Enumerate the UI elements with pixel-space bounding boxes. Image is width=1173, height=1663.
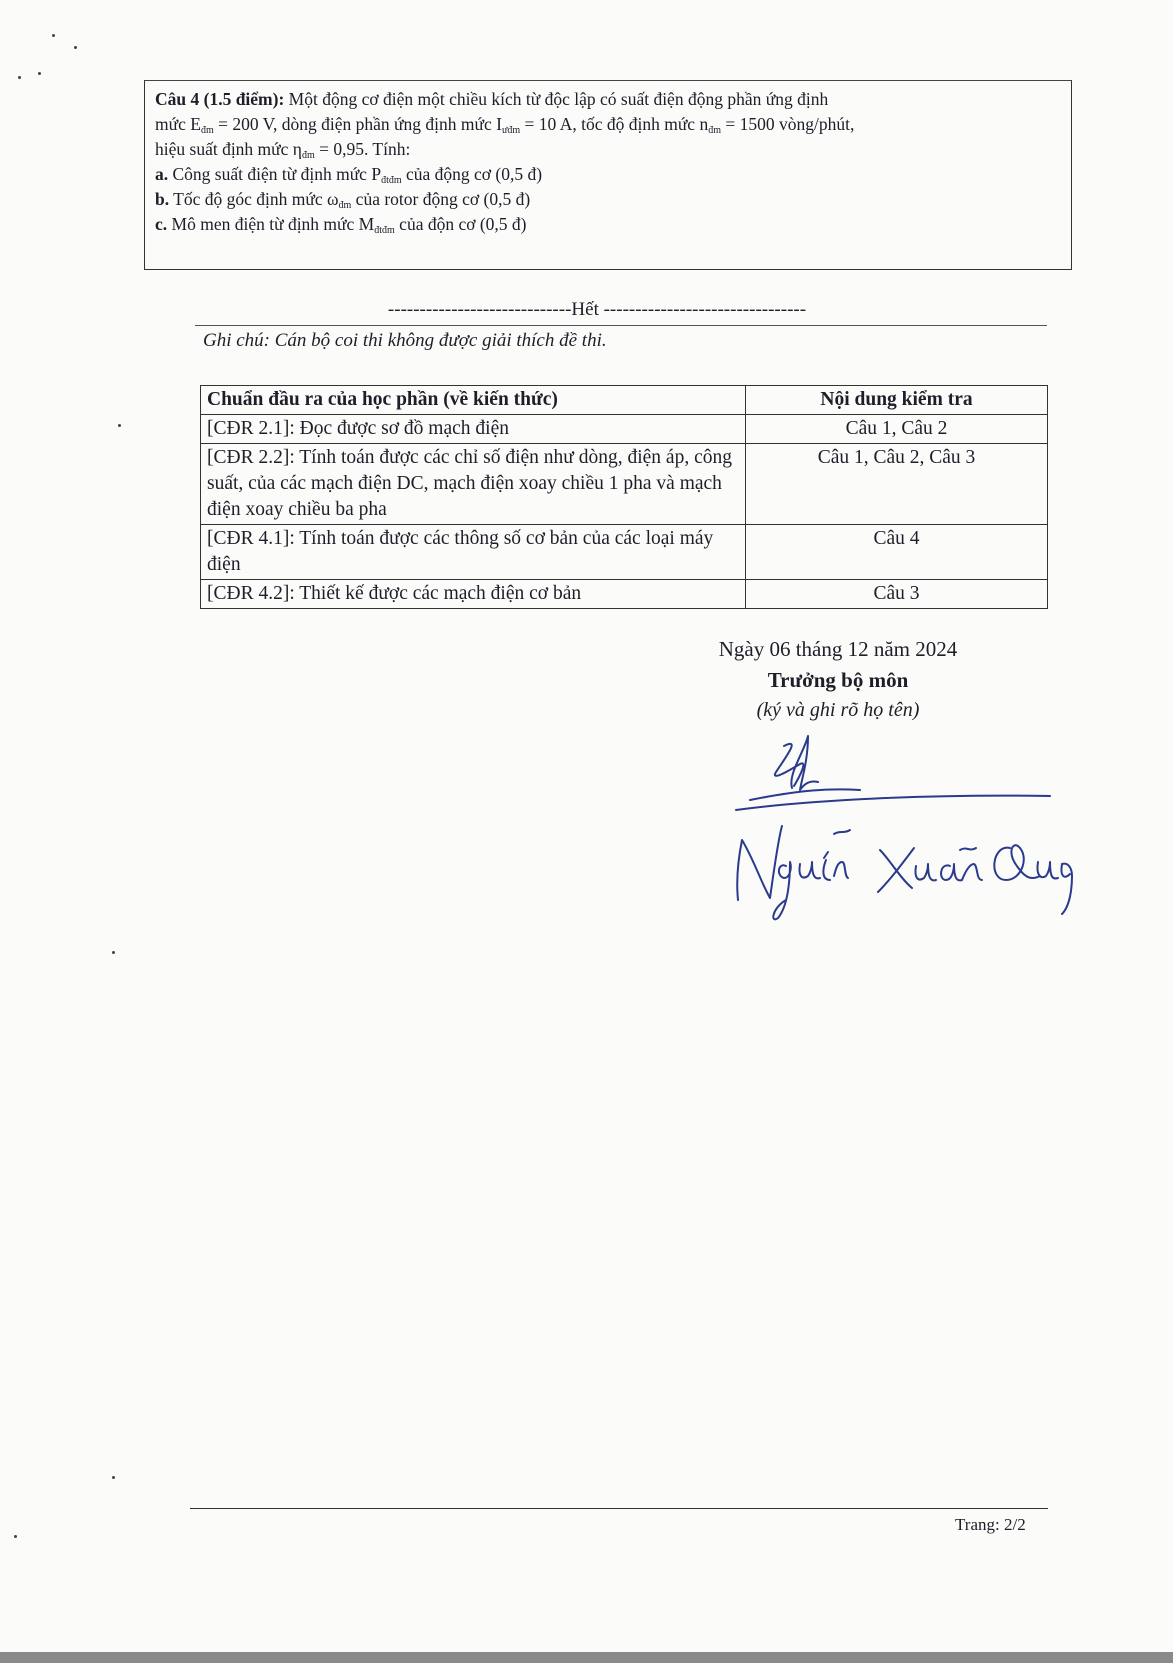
handwritten-signature <box>730 730 1080 930</box>
sub-eta: đm <box>301 150 315 161</box>
item-text: của rotor động cơ (0,5 đ) <box>351 189 531 209</box>
table-cell-content: Câu 3 <box>746 580 1048 609</box>
learning-outcomes-table <box>200 385 1048 609</box>
sub-iudm: ưđm <box>501 125 521 136</box>
table-cell-content: Câu 1, Câu 2 <box>746 415 1048 444</box>
table-cell-outcome: [CĐR 4.1]: Tính toán được các thông số cơ bản của các loại máy điện <box>201 525 746 580</box>
question-4-item-a <box>155 162 1061 187</box>
question-4-intro-2a: mức E <box>155 114 201 134</box>
exam-note: Ghi chú: Cán bộ coi thi không được giải thích đề thi. <box>203 330 607 351</box>
item-sub: đtđm <box>374 225 395 236</box>
end-divider <box>195 325 1047 326</box>
question-4-line-3 <box>155 137 1061 162</box>
question-4-box <box>144 80 1072 270</box>
scan-speck <box>118 424 121 427</box>
scan-speck <box>74 46 77 49</box>
sub-edm: đm <box>200 125 214 136</box>
signature-instruction: (ký và ghi rõ họ tên) <box>756 699 920 721</box>
question-4-intro-2c: = 10 A, tốc độ định mức n <box>520 114 709 134</box>
table-row <box>201 580 1048 609</box>
question-4-intro-1: Một động cơ điện một chiều kích từ độc lập có suất điện động phần ứng định <box>284 89 829 109</box>
question-4-intro-3a: hiệu suất định mức η <box>155 139 302 159</box>
scan-speck <box>18 76 21 79</box>
table-header-row <box>201 386 1048 415</box>
question-4-title: Câu 4 (1.5 điểm): <box>155 89 285 109</box>
scan-speck <box>112 951 115 954</box>
signature-role: Trưởng bộ môn <box>767 668 909 692</box>
scan-speck <box>38 72 41 75</box>
item-text: Công suất điện từ định mức P <box>168 164 382 184</box>
question-4-intro-3b: = 0,95. Tính: <box>314 139 411 159</box>
table-row <box>201 415 1048 444</box>
table-row <box>201 525 1048 580</box>
question-4-intro-2b: = 200 V, dòng điện phần ứng định mức I <box>213 114 502 134</box>
item-letter: a. <box>155 164 169 184</box>
question-4-item-c <box>155 212 1061 237</box>
table-cell-outcome: [CĐR 2.1]: Đọc được sơ đồ mạch điện <box>201 415 746 444</box>
signature-date: Ngày 06 tháng 12 năm 2024 <box>718 637 958 661</box>
footer-divider <box>190 1508 1048 1509</box>
scan-speck <box>14 1535 17 1538</box>
table-cell-outcome: [CĐR 4.2]: Thiết kế được các mạch điện cơ bản <box>201 580 746 609</box>
item-text: Mô men điện từ định mức M <box>167 214 375 234</box>
item-letter: c. <box>155 214 168 234</box>
item-letter: b. <box>155 189 170 209</box>
item-text: của độn cơ (0,5 đ) <box>394 214 527 234</box>
page-number: Trang: 2/2 <box>955 1515 1026 1534</box>
question-4-line-1 <box>155 87 1061 112</box>
item-sub: đm <box>338 200 352 211</box>
scan-speck <box>52 34 55 37</box>
sub-ndm: đm <box>708 125 721 136</box>
table-header-outcome: Chuẩn đầu ra của học phần (về kiến thức) <box>201 386 746 415</box>
item-sub: đtđm <box>381 175 402 186</box>
scan-edge-band <box>0 1652 1173 1663</box>
table-header-content: Nội dung kiểm tra <box>746 386 1048 415</box>
table-cell-content: Câu 1, Câu 2, Câu 3 <box>746 444 1048 525</box>
table-cell-content: Câu 4 <box>746 525 1048 580</box>
end-marker: -----------------------------Hết -------------------------------- <box>387 299 807 320</box>
item-text: của động cơ (0,5 đ) <box>401 164 543 184</box>
table-cell-outcome: [CĐR 2.2]: Tính toán được các chỉ số điện như dòng, điện áp, công suất, của các mạch điện DC, mạch điện xoay chiều 1 pha và mạch điện xoay chiều ba pha <box>201 444 746 525</box>
item-text: Tốc độ góc định mức ω <box>169 189 339 209</box>
question-4-intro-2d: = 1500 vòng/phút, <box>720 114 855 134</box>
question-4-line-2 <box>155 112 1061 137</box>
table-row <box>201 444 1048 525</box>
question-4-item-b <box>155 187 1061 212</box>
scan-speck <box>112 1476 115 1479</box>
